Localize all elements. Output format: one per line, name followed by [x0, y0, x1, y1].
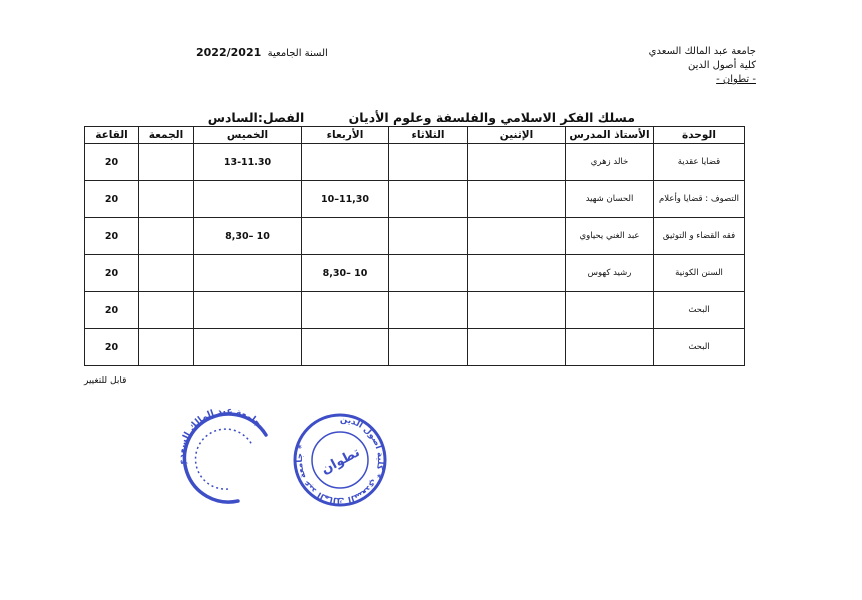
unit-cell: البحث — [654, 329, 745, 366]
table-row — [85, 181, 745, 218]
room-cell: 20 — [85, 292, 139, 329]
professor-cell: الحسان شهيد — [566, 181, 654, 218]
col-monday: الإثنين — [468, 127, 566, 144]
city-name: - تطوان - — [716, 74, 756, 85]
unit-cell: البحث — [654, 292, 745, 329]
tuesday-cell — [389, 218, 468, 255]
table-row — [85, 329, 745, 366]
university-stamp-right — [285, 410, 395, 514]
wednesday-cell: 10 –8,30 — [302, 255, 389, 292]
year-value: 2022/2021 — [196, 46, 262, 59]
monday-cell — [468, 181, 566, 218]
stamp-left-text: جامعة عبد المالك السعدي — [177, 406, 263, 469]
unit-cell: التصوف : قضايا وأعلام — [654, 181, 745, 218]
wednesday-cell — [302, 144, 389, 181]
thursday-cell — [194, 255, 302, 292]
university-stamp-left — [168, 405, 288, 509]
room-cell: 20 — [85, 144, 139, 181]
col-room: القاعة — [85, 127, 139, 144]
tuesday-cell — [389, 144, 468, 181]
institution-header — [649, 45, 756, 87]
semester-title: الفصل:السادس — [207, 110, 305, 125]
wednesday-cell — [302, 329, 389, 366]
friday-cell — [139, 292, 194, 329]
table-row — [85, 292, 745, 329]
professor-cell — [566, 292, 654, 329]
friday-cell — [139, 144, 194, 181]
thursday-cell — [194, 292, 302, 329]
table-row — [85, 218, 745, 255]
professor-cell: رشيد كهوس — [566, 255, 654, 292]
col-unit: الوحدة — [654, 127, 745, 144]
professor-cell — [566, 329, 654, 366]
tuesday-cell — [389, 181, 468, 218]
col-professor: الأستاذ المدرس — [566, 127, 654, 144]
room-cell: 20 — [85, 255, 139, 292]
tuesday-cell — [389, 329, 468, 366]
year-label: السنة الجامعية — [267, 48, 328, 59]
friday-cell — [139, 181, 194, 218]
subject-to-change-note: قابل للتغيير — [84, 376, 127, 386]
thursday-cell: 13-11.30 — [194, 144, 302, 181]
monday-cell — [468, 218, 566, 255]
friday-cell — [139, 218, 194, 255]
monday-cell — [468, 329, 566, 366]
tuesday-cell — [389, 255, 468, 292]
schedule-table — [84, 126, 745, 366]
col-wednesday: الأربعاء — [302, 127, 389, 144]
wednesday-cell — [302, 292, 389, 329]
col-thursday: الخميس — [194, 127, 302, 144]
professor-cell: عبد الغني يحياوي — [566, 218, 654, 255]
tuesday-cell — [389, 292, 468, 329]
col-friday: الجمعة — [139, 127, 194, 144]
room-cell: 20 — [85, 181, 139, 218]
unit-cell: فقه القضاء و التوثيق — [654, 218, 745, 255]
friday-cell — [139, 329, 194, 366]
schedule-title — [207, 110, 635, 125]
stamp-ring-text: جامعة عبد المالك السعدي * كلية أصول الدين * — [294, 414, 385, 506]
monday-cell — [468, 292, 566, 329]
academic-year — [196, 46, 328, 59]
svg-text:جامعة عبد المالك السعدي — [177, 406, 262, 468]
wednesday-cell: 11,30–10 — [302, 181, 389, 218]
room-cell: 20 — [85, 329, 139, 366]
monday-cell — [468, 144, 566, 181]
table-row — [85, 255, 745, 292]
thursday-cell — [194, 181, 302, 218]
wednesday-cell — [302, 218, 389, 255]
thursday-cell: 10 –8,30 — [194, 218, 302, 255]
faculty-name: كلية أصول الدين — [688, 60, 756, 71]
program-title: مسلك الفكر الاسلامي والفلسفة وعلوم الأديان — [348, 110, 635, 125]
friday-cell — [139, 255, 194, 292]
unit-cell: قضايا عقدية — [654, 144, 745, 181]
table-row — [85, 144, 745, 181]
thursday-cell — [194, 329, 302, 366]
university-name: جامعة عبد المالك السعدي — [648, 46, 756, 57]
table-header-row — [85, 127, 745, 144]
stamp-center-text: تطوان — [318, 445, 363, 478]
monday-cell — [468, 255, 566, 292]
unit-cell: السنن الكونية — [654, 255, 745, 292]
col-tuesday: الثلاثاء — [389, 127, 468, 144]
professor-cell: خالد زهري — [566, 144, 654, 181]
room-cell: 20 — [85, 218, 139, 255]
